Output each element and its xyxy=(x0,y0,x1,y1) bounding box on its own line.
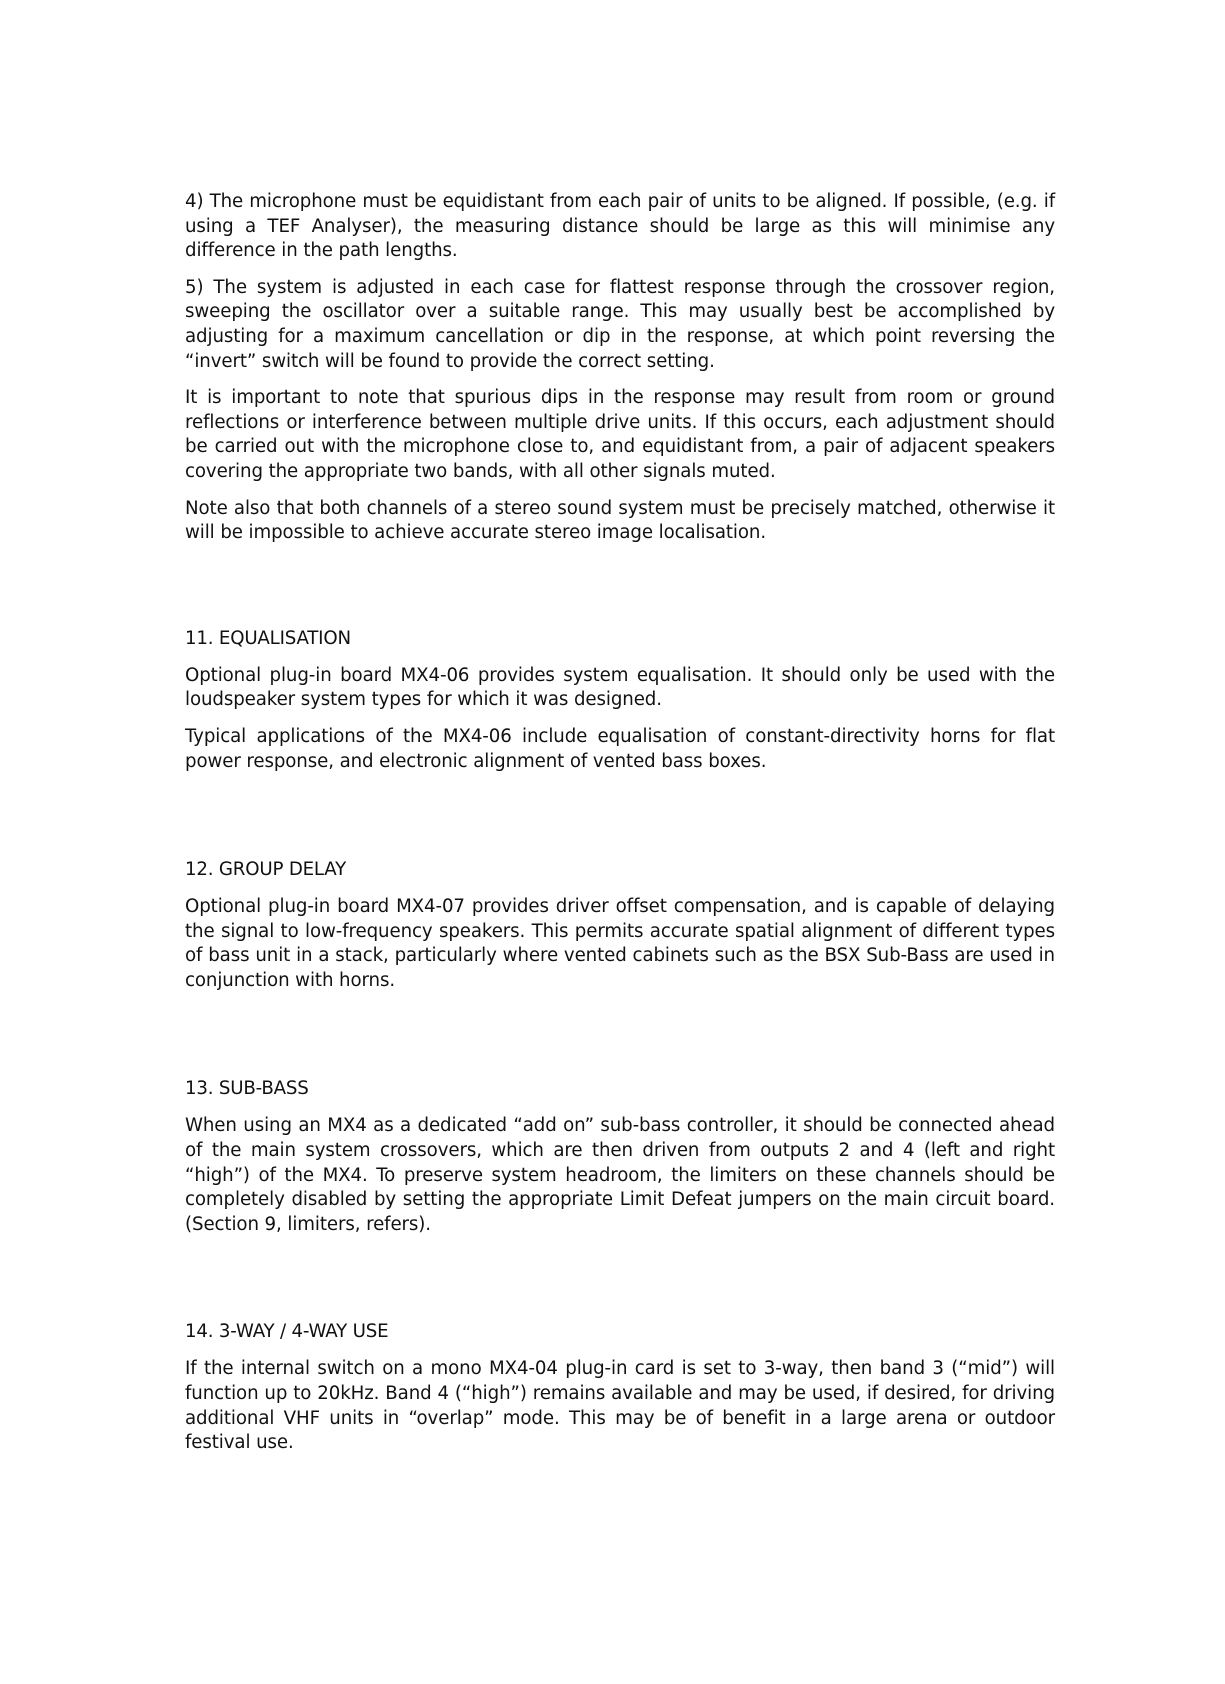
section-equalisation xyxy=(185,627,1055,774)
section-sub-bass xyxy=(185,1077,1055,1237)
section-group-delay xyxy=(185,858,1055,993)
section-paragraph: If the internal switch on a mono MX4-04 plug-in card is set to 3-way, then band 3 (“mid”) will function up to 20kHz. Band 4 (“high”) remains available and may be used, if desired, for driving additional VHF units in “overlap” mode. This may be of benefit in a large arena or outdoor festival use. xyxy=(185,1358,1055,1454)
section-paragraph: Optional plug-in board MX4-07 provides driver offset compensation, and is capable of delaying the signal to low-frequency speakers. This permits accurate spatial alignment of different types of bass unit in a stack, particularly where vented cabinets such as the BSX Sub-Bass are used in conjunction with horns. xyxy=(185,896,1055,991)
paragraph-step-5: 5) The system is adjusted in each case for flattest response through the crossover region, sweeping the oscillator over a suitable range. This may usually best be accomplished by adjusting for a maximum cancellation or dip in the response, at which point reversing the “invert” switch will be found to provide the correct setting. xyxy=(185,276,1055,372)
paragraph-step-4: 4) The microphone must be equidistant from each pair of units to be aligned. If possible, (e.g. if using a TEF Analyser), the measuring distance should be large as this will minimise any difference in the path lengths. xyxy=(185,191,1055,262)
section-paragraph: Optional plug-in board MX4-06 provides system equalisation. It should only be used with the loudspeaker system types for which it was designed. xyxy=(185,664,1055,711)
section-3way-4way-use xyxy=(185,1320,1055,1455)
section-paragraph: Typical applications of the MX4-06 include equalisation of constant-directivity horns for flat power response, and electronic alignment of vented bass boxes. xyxy=(185,725,1055,772)
paragraph-stereo-note: Note also that both channels of a stereo sound system must be precisely matched, otherwise it will be impossible to achieve accurate stereo image localisation. xyxy=(185,497,1055,544)
intro-block xyxy=(185,190,1055,546)
section-heading: 13. SUB-BASS xyxy=(185,1078,309,1100)
paragraph-spurious-dips-note: It is important to note that spurious dips in the response may result from room or ground reflections or interference between multiple drive units. If this occurs, each adjustment should be carried out with the microphone close to, and equidistant from, a pair of adjacent speakers covering the appropriate two bands, with all other signals muted. xyxy=(185,387,1055,482)
section-paragraph: When using an MX4 as a dedicated “add on” sub-bass controller, it should be connected ahead of the main system crossovers, which are then driven from outputs 2 and 4 (left and right “high”) of the MX4. To preserve system headroom, the limiters on these channels should be completely disabled by setting the appropriate Limit Defeat jumpers on the main circuit board. (Section 9, limiters, refers). xyxy=(185,1115,1055,1235)
section-heading: 14. 3-WAY / 4-WAY USE xyxy=(185,1321,389,1343)
document-page xyxy=(185,190,1055,1468)
section-heading: 12. GROUP DELAY xyxy=(185,859,346,881)
section-heading: 11. EQUALISATION xyxy=(185,627,351,649)
